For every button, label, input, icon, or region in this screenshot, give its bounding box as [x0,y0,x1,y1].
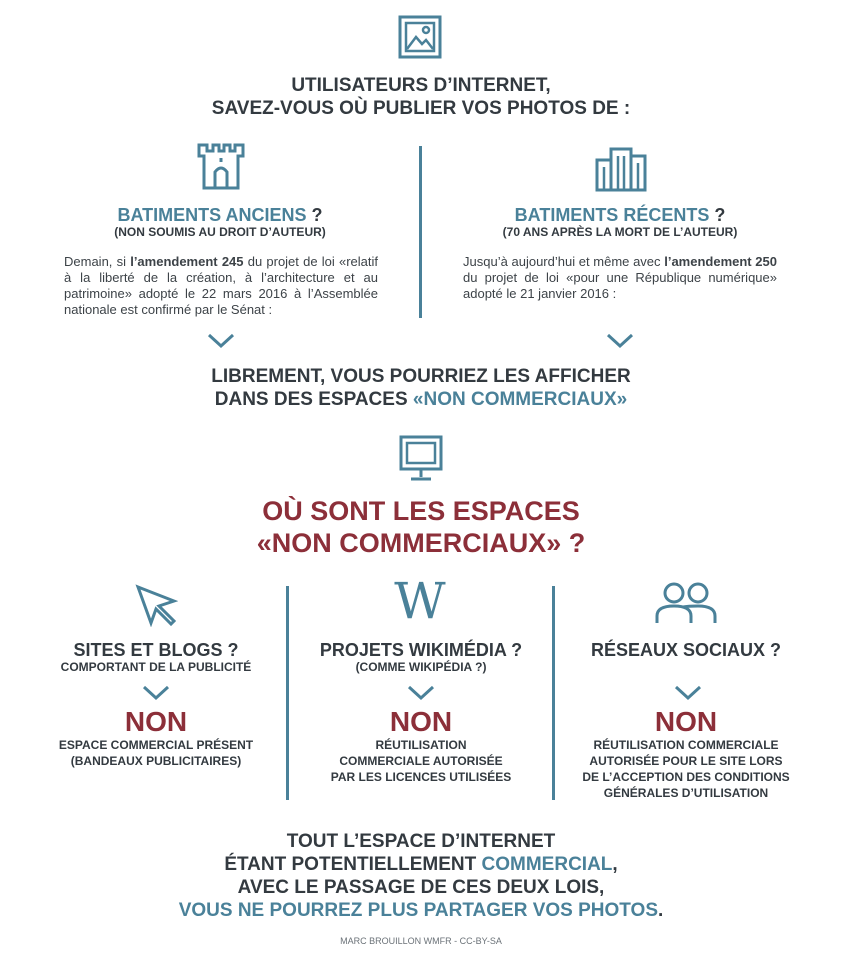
left-paragraph-a: Demain, si [64,254,131,269]
conclusion-line-4b: . [658,900,664,921]
col1-desc-1: ESPACE COMMERCIAL PRÉSENT [58,738,254,752]
conclusion-line-4a: VOUS NE POURREZ PLUS PARTAGER VOS PHOTOS [178,900,658,921]
right-title-text: BATIMENTS RÉCENTS [514,205,710,225]
wikipedia-logo-icon: W [394,572,446,630]
users-icon [653,580,719,626]
picture-icon [398,15,442,59]
chevron-down-icon [207,333,235,354]
conclusion-line-2b: COMMERCIAL [481,854,613,875]
libre-line-2a: DANS DES ESPACES [214,389,413,410]
cursor-arrow-icon [134,583,178,627]
col3-answer: NON [654,706,718,737]
conclusion-line-2c: , [612,854,618,875]
credit: MARC BROUILLON WMFR - CC-BY-SA [340,936,502,946]
col2-desc-2: COMMERCIALE AUTORISÉE [339,754,503,768]
chevron-down-icon [407,685,435,706]
conclusion-line-3: AVEC LE PASSAGE DE CES DEUX LOIS, [237,877,605,898]
chevron-down-icon [606,333,634,354]
chevron-down-icon [142,685,170,706]
conclusion [0,830,842,922]
col2-subtitle: (COMME WIKIPÉDIA ?) [355,660,487,674]
col1-answer: NON [124,706,188,737]
col2-desc-1: RÉUTILISATION [375,738,467,752]
header-line-2: SAVEZ-VOUS OÙ PUBLIER VOS PHOTOS DE : [211,98,631,119]
col2-title: PROJETS WIKIMÉDIA ? [319,640,523,660]
right-subtitle: (70 ANS APRÈS LA MORT DE L’AUTEUR) [502,225,738,239]
col3-desc-2: AUTORISÉE POUR LE SITE LORS [589,754,783,768]
right-paragraph-c: du projet de loi «pour une République numérique» adopté le 21 janvier 2016 : [463,270,777,301]
libre-line-2 [0,388,842,411]
libre-line-1: LIBREMENT, VOUS POURRIEZ LES AFFICHER [211,366,631,387]
col2-answer: NON [389,706,453,737]
question-line-2: «NON COMMERCIAUX» ? [256,528,586,558]
col3-description [550,737,822,801]
top-divider [419,146,422,318]
buildings-icon [594,146,648,192]
question-title [0,495,842,559]
header-line-1: UTILISATEURS D’INTERNET, [291,75,551,96]
conclusion-line-2a: ÉTANT POTENTIELLEMENT [224,854,482,875]
left-paragraph-b: l’amendement 245 [130,254,244,269]
right-paragraph [463,254,777,302]
left-paragraph-c: du projet de loi «relatif à la liberté de la création, à l’architecture et au patrimoine» adopté le 22 mars 2016 à l’Assemblée nationale est confirmé par le Sénat : [64,254,378,317]
right-title-q: ? [709,205,726,225]
libre-line-2b: «NON COMMERCIAUX» [412,389,628,410]
col1-description [20,737,292,769]
castle-icon [196,142,246,190]
col3-desc-1: RÉUTILISATION COMMERCIALE [593,738,779,752]
header-title [0,74,842,120]
monitor-icon [399,435,443,483]
conclusion-line-4 [0,899,842,922]
col1-subtitle: COMPORTANT DE LA PUBLICITÉ [60,660,252,674]
right-paragraph-b: l’amendement 250 [664,254,777,269]
left-paragraph [64,254,378,318]
col1-title: SITES ET BLOGS ? [73,640,239,660]
left-title-q: ? [306,205,323,225]
left-title-text: BATIMENTS ANCIENS [117,205,307,225]
left-title [40,204,400,226]
col3-desc-3: DE L’ACCEPTION DES CONDITIONS [582,770,790,784]
left-subtitle: (NON SOUMIS AU DROIT D’AUTEUR) [114,225,326,239]
conclusion-line-2 [0,853,842,876]
conclusion-line-1: TOUT L’ESPACE D’INTERNET [286,831,556,852]
col3-desc-4: GÉNÉRALES D’UTILISATION [603,786,769,800]
col3-title: RÉSEAUX SOCIAUX ? [590,640,782,660]
col1-desc-2: (BANDEAUX PUBLICITAIRES) [70,754,242,768]
col2-desc-3: PAR LES LICENCES UTILISÉES [330,770,512,784]
col2-description [286,737,556,785]
right-title [440,204,800,226]
question-line-1: OÙ SONT LES ESPACES [262,496,580,526]
chevron-down-icon [674,685,702,706]
right-paragraph-a: Jusqu’à aujourd’hui et même avec [463,254,665,269]
libre-statement [0,365,842,411]
